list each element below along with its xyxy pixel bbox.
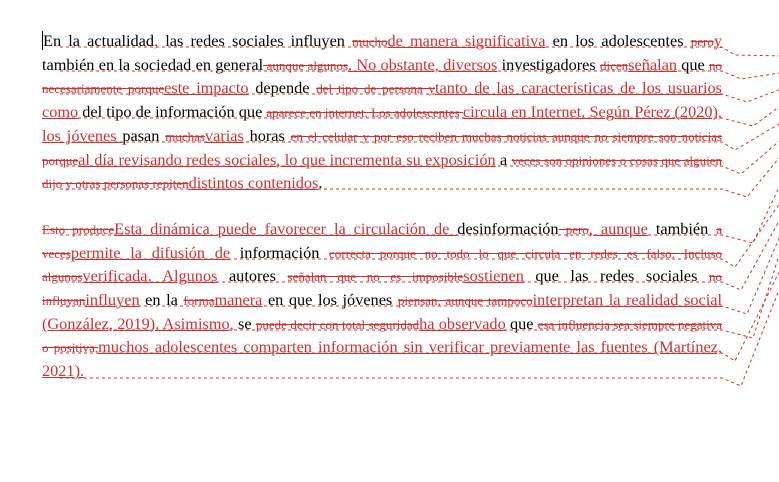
inserted-text[interactable]: interpretan la realidad social (González, 2019). Asimismo, [42, 290, 722, 333]
deleted-text[interactable]: muchas [165, 128, 205, 144]
deleted-text[interactable]: piensan, aunque tampoco [397, 293, 533, 309]
text-run[interactable]: horas [243, 125, 291, 145]
deleted-text[interactable]: Esto produce [42, 221, 115, 237]
inserted-text[interactable]: varias [204, 125, 244, 145]
text-run[interactable]: también [647, 218, 717, 238]
inserted-text[interactable]: distintos contenidos [188, 173, 319, 193]
inserted-text[interactable]: sostienen [463, 266, 524, 286]
inserted-text[interactable]: este impacto [164, 78, 249, 98]
inserted-text[interactable]: de manera significativa [387, 31, 546, 50]
deleted-text[interactable]: señalan que no es imposible [287, 269, 464, 285]
inserted-text[interactable]: manera [214, 290, 263, 310]
deleted-text[interactable]: a veces [42, 221, 722, 261]
paragraph-2[interactable] [42, 218, 722, 383]
inserted-text[interactable]: señalan [628, 54, 677, 74]
inserted-text[interactable]: . No obstante, diversos [348, 54, 498, 74]
text-run[interactable]: En la actualidad [43, 31, 155, 50]
deleted-text[interactable]: aunque algunos [263, 57, 349, 73]
deleted-text[interactable]: pero [558, 221, 589, 237]
deleted-text[interactable]: correcta porque no todo lo que circula en redes es falso. Incluso algunos [42, 245, 723, 285]
deleted-text[interactable]: mucho [352, 34, 388, 49]
text-run[interactable]: autores [217, 266, 288, 286]
deleted-text[interactable]: puede decir con total seguridad [255, 316, 420, 332]
text-run[interactable]: se [233, 313, 256, 333]
deleted-text[interactable]: dicen [599, 57, 629, 73]
text-run[interactable]: las redes sociales influyen [158, 31, 353, 50]
text-run[interactable]: en que los jóvenes [262, 290, 398, 310]
text-run[interactable]: . [318, 173, 323, 193]
text-run[interactable]: a [495, 149, 512, 169]
text-run[interactable]: en los adolescentes [545, 31, 691, 50]
text-run[interactable]: información [230, 242, 330, 262]
text-run[interactable]: que las redes sociales [523, 266, 710, 286]
deleted-text[interactable]: esa influencia sea siempre negativa o positiva. [42, 316, 723, 356]
text-run[interactable]: en la [139, 290, 184, 310]
text-run[interactable]: pasan [122, 125, 166, 145]
inserted-text[interactable]: al día revisando redes sociales, lo que incrementa su exposición [78, 149, 496, 169]
inserted-text[interactable]: influyen [85, 290, 140, 310]
inserted-text[interactable]: , [154, 31, 159, 50]
inserted-text[interactable]: Esta dinámica puede favorecer la circulación de [114, 218, 458, 238]
deleted-text[interactable]: del tipo de persona y [316, 81, 435, 97]
inserted-text[interactable]: circula en Internet. Según Pérez (2020), los jóvenes [42, 102, 722, 145]
text-run[interactable]: investigadores [497, 54, 600, 74]
deleted-text[interactable]: no necesariamente porque [42, 57, 723, 97]
inserted-text[interactable]: y [713, 31, 723, 50]
inserted-text[interactable]: verificada. Algunos [82, 266, 218, 286]
text-run[interactable]: desinformación [457, 218, 559, 238]
text-run[interactable]: depende [248, 78, 317, 98]
deleted-text[interactable]: forma [183, 293, 215, 309]
document-page[interactable] [42, 30, 722, 383]
paragraph-1[interactable] [42, 30, 722, 196]
inserted-text[interactable]: tanto de las características de los usuarios como [42, 78, 722, 122]
deleted-text[interactable]: no influyan [42, 269, 723, 309]
deleted-text[interactable]: pero [690, 34, 714, 49]
inserted-text[interactable]: permite la difusión de [70, 242, 231, 262]
text-run[interactable]: del tipo de información que [78, 102, 267, 122]
inserted-text[interactable]: , aunque [588, 218, 648, 238]
deleted-text[interactable]: aparece en internet. Los adolescentes [266, 105, 463, 121]
deleted-text[interactable]: veces son opiniones o cosas que alguien dijo y otras personas repiten [42, 152, 722, 192]
text-run[interactable]: que [676, 54, 710, 74]
text-run[interactable]: también en la sociedad en general [42, 54, 264, 74]
inserted-text[interactable]: ha observado [419, 313, 506, 333]
text-run[interactable]: que [505, 313, 538, 333]
inserted-text[interactable]: muchos adolescentes comparten información sin verificar previamente las fuentes (Martínez, 2021). [42, 337, 722, 381]
deleted-text[interactable]: en el celular y por eso reciben muchas noticias aunque no siempre son noticias porque [42, 128, 723, 168]
